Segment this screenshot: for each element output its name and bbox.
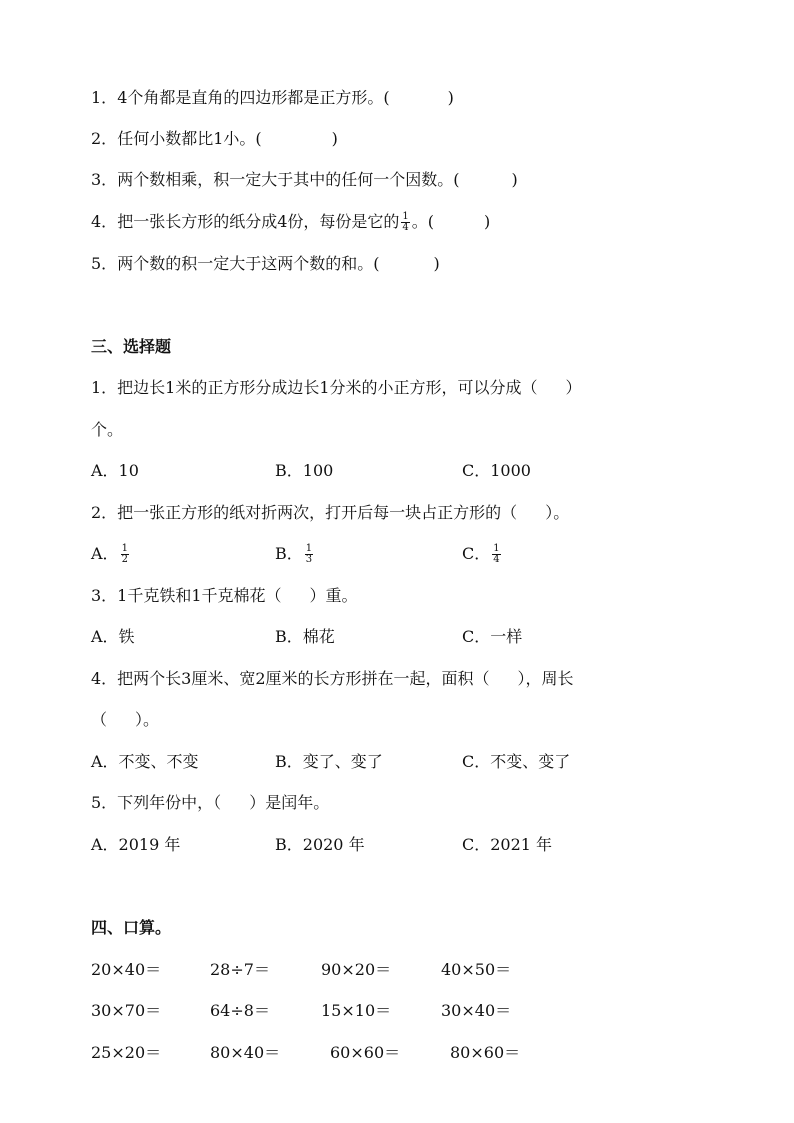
oral-item: 15×10＝ [321, 1001, 392, 1020]
question-text-after: 。( [411, 212, 434, 231]
fraction-denominator: 4 [493, 554, 500, 565]
fraction-numerator: 1 [493, 543, 500, 554]
choice-question-1 [91, 378, 582, 398]
option-a[interactable]: A．铁 [91, 627, 135, 646]
question-text-mid: ），周长 [517, 669, 574, 688]
fraction-numerator: 1 [305, 543, 313, 554]
paren-close: ) [447, 88, 454, 107]
question-text: 两个数相乘，积一定大于其中的任何一个因数。( [117, 170, 460, 189]
oral-item: 40×50＝ [441, 960, 512, 979]
oral-item: 25×20＝ [91, 1043, 162, 1062]
oral-item: 30×70＝ [91, 1001, 162, 1020]
option-c[interactable]: C．1000 [462, 461, 531, 480]
question-text: 把一张长方形的纸分成4份，每份是它的 [117, 212, 400, 231]
option-a[interactable]: A．不变、不变 [91, 752, 199, 771]
option-c[interactable]: C．2021 年 [462, 835, 553, 854]
judge-question-4 [91, 212, 490, 233]
section-heading-choice: 三、选择题 [91, 337, 172, 356]
option-b[interactable]: B．2020 年 [275, 835, 365, 854]
option-b[interactable]: B．棉花 [275, 627, 335, 646]
fraction [305, 544, 313, 565]
oral-item: 30×40＝ [441, 1001, 512, 1020]
fraction [492, 544, 500, 565]
choice-question-3 [91, 586, 358, 606]
fraction [401, 212, 409, 233]
question-number: 4． [91, 212, 118, 231]
paren-close: ）重。 [309, 586, 358, 605]
option-c[interactable]: C．一样 [462, 627, 523, 646]
judge-question-3 [91, 170, 518, 190]
question-text: 4个角都是直角的四边形都是正方形。( [117, 88, 390, 107]
option-b[interactable] [275, 544, 315, 565]
question-number: 2． [91, 129, 118, 148]
option-a[interactable]: A．10 [91, 461, 139, 480]
paren-close: ）。 [545, 503, 570, 522]
paren-close: ）。 [135, 710, 160, 729]
oral-item: 64÷8＝ [210, 1001, 270, 1020]
fraction-denominator: 4 [402, 222, 409, 233]
paren-close: ) [433, 254, 440, 273]
fraction [121, 544, 129, 565]
option-c[interactable]: C．不变、变了 [462, 752, 571, 771]
option-a[interactable]: A．2019 年 [91, 835, 181, 854]
question-text: 两个数的积一定大于这两个数的和。( [117, 254, 380, 273]
question-text: 3．1千克铁和1千克棉花（ [91, 586, 282, 605]
fraction-denominator: 2 [121, 554, 128, 565]
oral-item: 80×60＝ [450, 1043, 521, 1062]
question-text: 2．把一张正方形的纸对折两次，打开后每一块占正方形的（ [91, 503, 518, 522]
fraction-denominator: 3 [305, 554, 313, 565]
choice-question-1-line2: 个。 [91, 420, 124, 439]
question-number: 1． [91, 88, 118, 107]
judge-question-5 [91, 254, 440, 274]
choice-question-5 [91, 793, 329, 813]
section-heading-oral: 四、口算。 [91, 918, 172, 937]
oral-item: 60×60＝ [330, 1043, 401, 1062]
paren-close: ) [511, 170, 518, 189]
option-c[interactable] [462, 544, 503, 565]
option-label: C． [462, 544, 491, 563]
question-text: 4．把两个长3厘米、宽2厘米的长方形拼在一起，面积（ [91, 669, 490, 688]
choice-question-4-line2 [91, 710, 159, 730]
fraction-numerator: 1 [121, 543, 128, 554]
paren-close: ) [331, 129, 338, 148]
paren-close: ） [565, 378, 582, 397]
option-a[interactable] [91, 544, 131, 565]
oral-item: 28÷7＝ [210, 960, 270, 979]
fraction-numerator: 1 [402, 211, 409, 222]
question-number: 5． [91, 254, 118, 273]
option-label: A． [91, 544, 119, 563]
choice-question-2 [91, 503, 569, 523]
choice-question-4 [91, 669, 574, 689]
oral-item: 20×40＝ [91, 960, 162, 979]
question-text: 1．把边长1米的正方形分成边长1分米的小正方形，可以分成（ [91, 378, 538, 397]
paren-close: ）是闰年。 [249, 793, 330, 812]
question-number: 3． [91, 170, 118, 189]
option-b[interactable]: B．变了、变了 [275, 752, 383, 771]
judge-question-1 [91, 88, 454, 108]
judge-question-2 [91, 129, 338, 149]
option-b[interactable]: B．100 [275, 461, 334, 480]
option-label: B． [275, 544, 303, 563]
question-text: 任何小数都比1小。( [117, 129, 262, 148]
paren-open: （ [91, 710, 108, 729]
question-text: 5．下列年份中，（ [91, 793, 222, 812]
oral-item: 80×40＝ [210, 1043, 281, 1062]
oral-item: 90×20＝ [321, 960, 392, 979]
paren-close: ) [484, 212, 491, 231]
